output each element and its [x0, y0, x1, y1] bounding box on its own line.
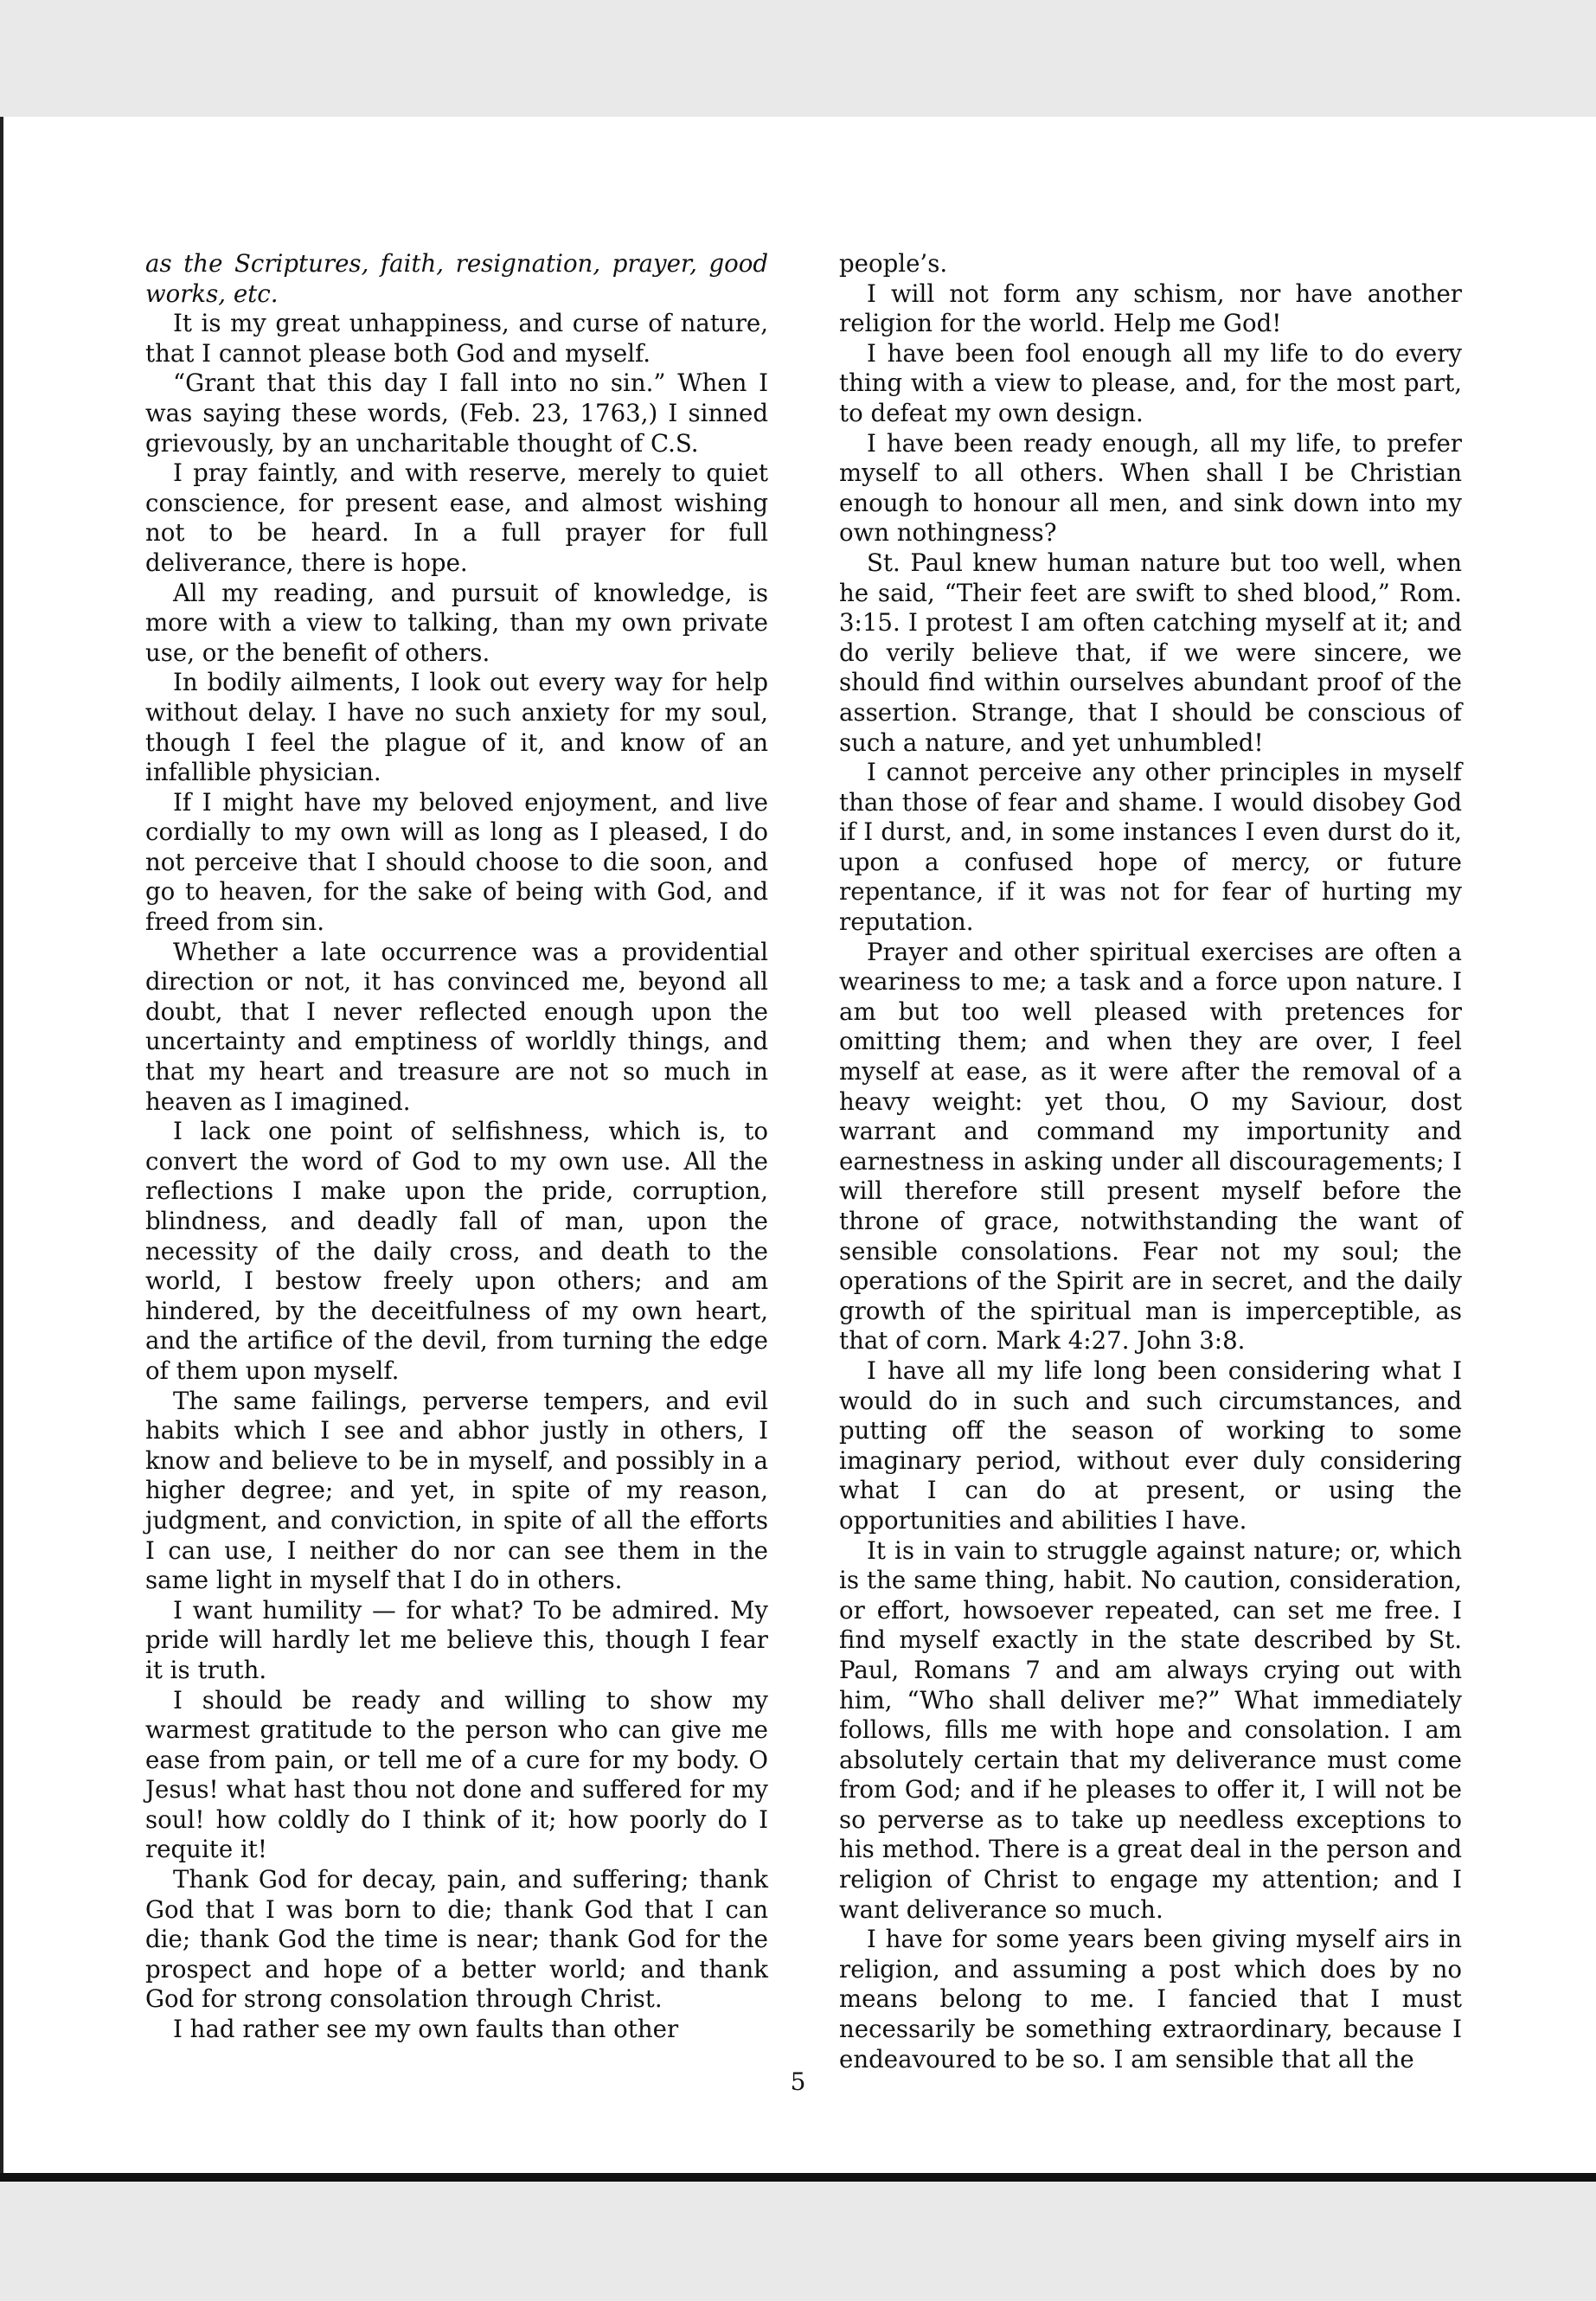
paragraph: Whether a late occurrence was a providential direction or not, it has convinced me, beyond all doubt, that I never reflected enough upon the uncertainty and emptiness of worldly things, and that my heart and treasure are not so much in heaven as I imagined. [145, 937, 768, 1116]
paragraph: I have been fool enough all my life to do every thing with a view to please, and, for the most part, to defeat my own design. [839, 338, 1462, 427]
scan-top-margin [0, 0, 1596, 117]
paragraph: I have been ready enough, all my life, to prefer myself to all others. When shall I be Christian enough to honour all men, and sink down into my own nothingness? [839, 428, 1462, 548]
paragraph: It is in vain to struggle against nature; or, which is the same thing, habit. No caution, consideration, or effort, howsoever repeated, can set me free. I find myself exactly in the state described by St. Paul, Romans 7 and am always crying out with him, “Who shall deliver me?” What immediately follows, fills me with hope and consolation. I am absolutely certain that my deliverance must come from God; and if he pleases to offer it, I will not be so perverse as to take up needless exceptions to his method. There is a great deal in the person and religion of Christ to engage my attention; and I want deliverance so much. [839, 1535, 1462, 1924]
paragraph: people’s. [839, 249, 948, 278]
paragraph: I lack one point of selfishness, which is, to convert the word of God to my own use. All the reflections I make upon the pride, corruption, blindness, and deadly fall of man, upon the necessity of the daily cross, and death to the world, I bestow freely upon others; and am hindered, by the deceitfulness of my own heart, and the artifice of the devil, from turning the edge of them upon myself. [145, 1117, 768, 1385]
paragraph: The same failings, perverse tempers, and evil habits which I see and abhor justly in others, I know and believe to be in myself, and possibly in a higher degree; and yet, in spite of my reason, judgment, and conviction, in spite of all the efforts I can use, I neither do nor can see them in the same light in myself that I do in others. [145, 1386, 768, 1595]
left-column [145, 249, 768, 2045]
paragraph: I pray faintly, and with reserve, merely to quiet conscience, for present ease, and almost wishing not to be heard. In a full prayer for full deliverance, there is hope. [145, 458, 768, 577]
paragraph: Thank God for decay, pain, and suffering; thank God that I was born to die; thank God that I can die; thank God the time is near; thank God for the prospect and hope of a better world; and thank God for strong consolation through Christ. [145, 1865, 768, 2014]
paragraph: I have all my life long been considering what I would do in such and such circumstances, and putting off the season of working to some imaginary period, without ever duly considering what I can do at present, or using the opportunities and abilities I have. [839, 1356, 1462, 1535]
scan-bottom-margin [0, 2182, 1596, 2301]
scan-left-edge [0, 117, 3, 2173]
paragraph: All my reading, and pursuit of knowledge, is more with a view to talking, than my own private use, or the benefit of others. [145, 578, 768, 667]
page-number: 5 [790, 2067, 806, 2096]
paragraph: as the Scriptures, faith, resignation, prayer, good works, etc. [145, 249, 768, 308]
paragraph: Prayer and other spiritual exercises are often a weariness to me; a task and a force upon nature. I am but too well pleased with pretences for omitting them; and when they are over, I feel myself at ease, as it were after the removal of a heavy weight: yet thou, O my Saviour, dost warrant and command my importunity and earnestness in asking under all discouragements; I will therefore still present myself before the throne of grace, notwithstanding the want of sensible consolations. Fear not my soul; the operations of the Spirit are in secret, and the daily growth of the spiritual man is imperceptible, as that of corn. Mark 4:27. John 3:8. [839, 937, 1462, 1356]
paragraph: In bodily ailments, I look out every way for help without delay. I have no such anxiety for my soul, though I feel the plague of it, and know of an infallible physician. [145, 668, 768, 787]
paragraph: I will not form any schism, nor have another religion for the world. Help me God! [839, 279, 1462, 338]
paragraph: I want humility — for what? To be admired. My pride will hardly let me believe this, though I fear it is truth. [145, 1595, 768, 1684]
scan-bottom-rule [0, 2173, 1596, 2182]
paragraph: I had rather see my own faults than other [173, 2015, 679, 2044]
paragraph: St. Paul knew human nature but too well, when he said, “Their feet are swift to shed blood,” Rom. 3:15. I protest I am often catching myself at it; and do verily believe that, if we were sincere, we should find within ourselves abundant proof of the assertion. Strange, that I should be conscious of such a nature, and yet unhumbled! [839, 548, 1462, 757]
paragraph: I should be ready and willing to show my warmest gratitude to the person who can give me ease from pain, or tell me of a cure for my body. O Jesus! what hast thou not done and suffered for my soul! how coldly do I think of it; how poorly do I requite it! [145, 1685, 768, 1864]
paragraph: If I might have my beloved enjoyment, and live cordially to my own will as long as I pleased, I do not perceive that I should choose to die soon, and go to heaven, for the sake of being with God, and freed from sin. [145, 787, 768, 937]
paragraph: I cannot perceive any other principles in myself than those of fear and shame. I would disobey God if I durst, and, in some instances I even durst do it, upon a confused hope of mercy, or future repentance, if it was not for fear of hurting my reputation. [839, 758, 1462, 937]
paragraph: “Grant that this day I fall into no sin.” When I was saying these words, (Feb. 23, 1763,) I sinned grievously, by an uncharitable thought of C.S. [145, 369, 768, 458]
paragraph: I have for some years been giving myself airs in religion, and assuming a post which does by no means belong to me. I fancied that I must necessarily be something extraordinary, because I endeavoured to be so. I am sensible that all the [839, 1925, 1462, 2073]
paragraph: It is my great unhappiness, and curse of nature, that I cannot please both God and myself. [145, 309, 768, 368]
right-column [839, 249, 1462, 2074]
